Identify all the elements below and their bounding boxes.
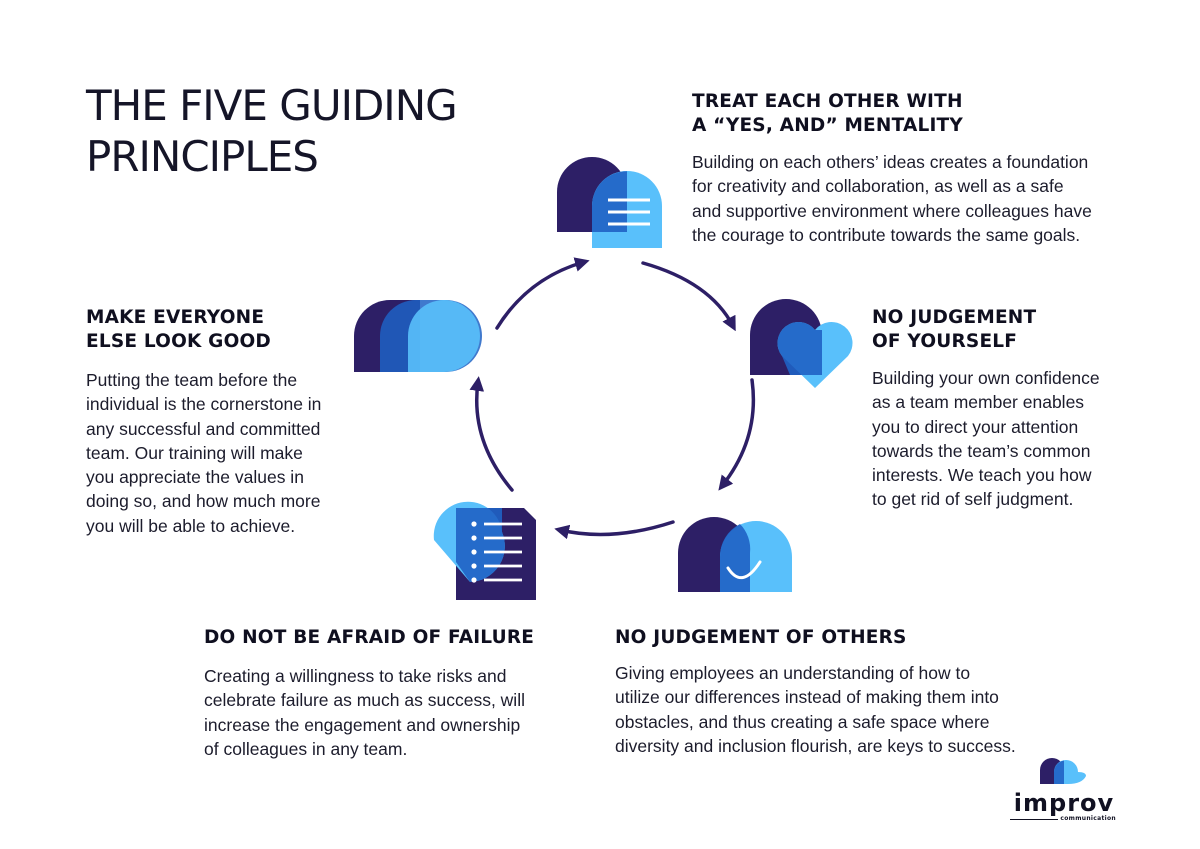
- logo-mark-icon: [1008, 756, 1120, 790]
- cycle-arrow-3: [722, 380, 753, 486]
- logo-wordmark: improv: [1013, 789, 1115, 817]
- principle-title-everyone: MAKE EVERYONE ELSE LOOK GOOD: [86, 307, 271, 352]
- logo-subtitle: communication: [1060, 815, 1116, 822]
- speech-bubbles-icon: [557, 157, 662, 248]
- principle-title-failure: DO NOT BE AFRAID OF FAILURE: [204, 627, 535, 648]
- principle-title-yes-and: TREAT EACH OTHER WITH A “YES, AND” MENTALITY: [692, 91, 963, 136]
- improv-logo: [1008, 756, 1120, 826]
- cycle-arrow-2: [643, 263, 733, 326]
- principle-body-everyone: Putting the team before the individual is the cornerstone in any successful and committed team. Our training will make you appreciate the values in doing so, and how much more you will be able to achieve.: [86, 370, 322, 536]
- overlapping-shapes-icon: [354, 300, 482, 372]
- principle-body-self: Building your own confidence as a team member enables you to direct your attention towards the team’s common interests. We teach you how to get rid of self judgment.: [872, 368, 1100, 510]
- principle-body-others: Giving employees an understanding of how to utilize our differences instead of making them into obstacles, and thus creating a safe space where diversity and inclusion flourish, are keys to success.: [615, 663, 1016, 756]
- cycle-arrow-5: [477, 382, 512, 490]
- page-title: THE FIVE GUIDING PRINCIPLES: [86, 81, 457, 181]
- principle-title-self: NO JUDGEMENT OF YOURSELF: [872, 307, 1037, 352]
- logo-underline: [1010, 819, 1058, 820]
- cycle-arrow-4: [560, 522, 673, 535]
- smile-bubbles-icon: [678, 517, 792, 592]
- heart-bubble-icon: [750, 299, 853, 388]
- principle-body-failure: Creating a willingness to take risks and celebrate failure as much as success, will increase the engagement and ownership of colleagues in any team.: [204, 666, 525, 759]
- principle-body-yes-and: Building on each others’ ideas creates a foundation for creativity and collaboration, as well as a safe and supportive environment where colleagues have the courage to contribute towards the same goals.: [692, 152, 1092, 245]
- checklist-document-icon: [434, 502, 536, 600]
- cycle-arrow-1: [497, 262, 584, 328]
- cycle-diagram: [340, 150, 860, 610]
- principle-title-others: NO JUDGEMENT OF OTHERS: [615, 627, 907, 648]
